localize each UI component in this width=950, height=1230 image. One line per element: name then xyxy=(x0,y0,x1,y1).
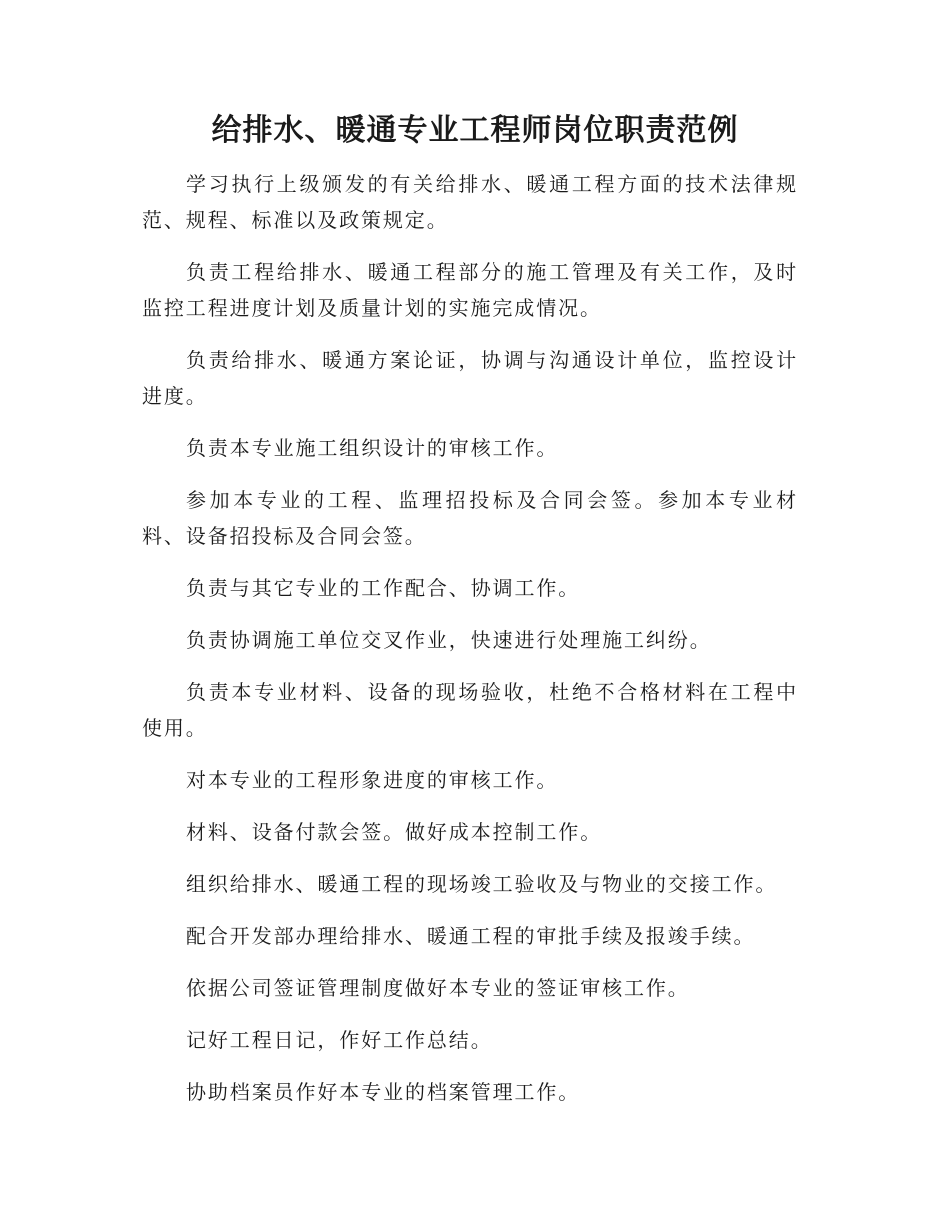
paragraph-14: 记好工程日记，作好工作总结。 xyxy=(186,1028,493,1052)
paragraph-8: 负责本专业材料、设备的现场验收，杜绝不合格材料在工程中使用。 xyxy=(142,680,798,740)
document-title: 给排水、暖通专业工程师岗位职责范例 xyxy=(211,113,739,148)
paragraph-1: 学习执行上级颁发的有关给排水、暖通工程方面的技术法律规范、规程、标准以及政策规定。 xyxy=(142,172,798,232)
paragraph-3: 负责给排水、暖通方案论证，协调与沟通设计单位，监控设计进度。 xyxy=(142,348,798,408)
document-body xyxy=(142,166,798,1126)
paragraph-10: 材料、设备付款会签。做好成本控制工作。 xyxy=(186,820,603,844)
paragraph-6: 负责与其它专业的工作配合、协调工作。 xyxy=(186,576,581,600)
paragraph-11: 组织给排水、暖通工程的现场竣工验收及与物业的交接工作。 xyxy=(186,872,778,896)
paragraph-15: 协助档案员作好本专业的档案管理工作。 xyxy=(186,1080,581,1104)
paragraph-5: 参加本专业的工程、监理招投标及合同会签。参加本专业材料、设备招投标及合同会签。 xyxy=(142,488,798,548)
paragraph-4: 负责本专业施工组织设计的审核工作。 xyxy=(186,436,559,460)
paragraph-2: 负责工程给排水、暖通工程部分的施工管理及有关工作，及时监控工程进度计划及质量计划的实施完成情况。 xyxy=(142,260,798,320)
paragraph-9: 对本专业的工程形象进度的审核工作。 xyxy=(186,768,559,792)
paragraph-7: 负责协调施工单位交叉作业，快速进行处理施工纠纷。 xyxy=(186,628,712,652)
paragraph-12: 配合开发部办理给排水、暖通工程的审批手续及报竣手续。 xyxy=(186,924,756,948)
paragraph-13: 依据公司签证管理制度做好本专业的签证审核工作。 xyxy=(186,976,690,1000)
